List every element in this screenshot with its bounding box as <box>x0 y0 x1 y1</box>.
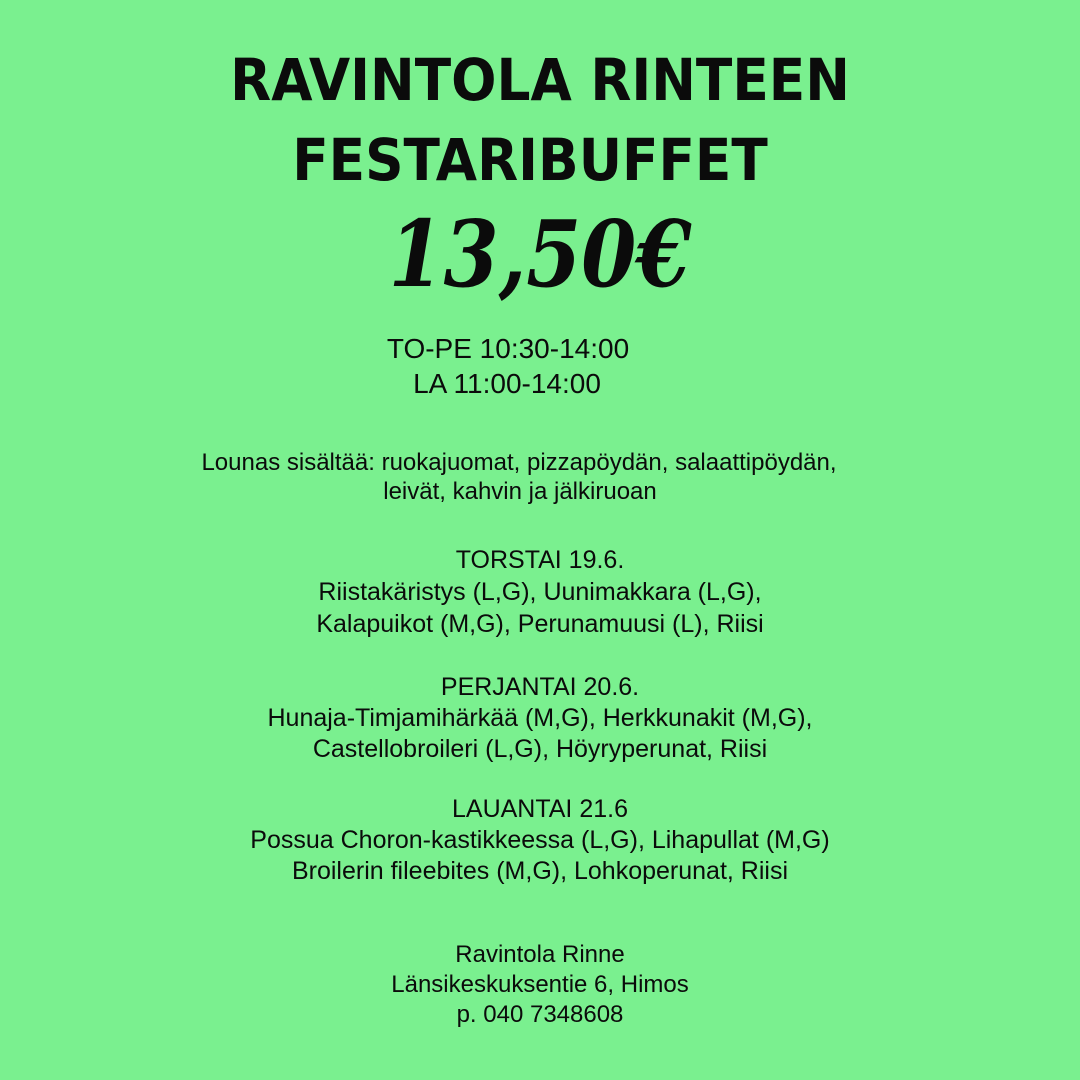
buffet-price: 13,50€ <box>388 200 692 308</box>
menu-day-label: LAUANTAI 21.6 <box>451 795 628 823</box>
hours-saturday: LA 11:00-14:00 <box>413 368 601 399</box>
menu-dishes-line: Riistakäristys (L,G), Uunimakkara (L,G), <box>318 578 762 606</box>
restaurant-title: RAVINTOLA RINTEEN <box>230 46 850 114</box>
menu-dishes-line: Broilerin fileebites (M,G), Lohkoperunat, Riisi <box>291 857 789 885</box>
menu-dishes-line: Kalapuikot (M,G), Perunamuusi (L), Riisi <box>316 610 764 638</box>
menu-day-label: PERJANTAI 20.6. <box>440 673 640 701</box>
menu-day-label: TORSTAI 19.6. <box>455 546 625 574</box>
includes-line-1: Lounas sisältää: ruokajuomat, pizzapöydän, salaattipöydän, <box>201 449 837 476</box>
menu-dishes-line: Castellobroileri (L,G), Höyryperunat, Riisi <box>312 735 768 763</box>
hours-weekdays: TO-PE 10:30-14:00 <box>386 333 630 364</box>
includes-line-2: leivät, kahvin ja jälkiruoan <box>383 478 657 505</box>
footer-address: Länsikeskuksentie 6, Himos <box>391 971 689 998</box>
buffet-title: FESTARIBUFFET <box>292 126 768 194</box>
footer-restaurant-name: Ravintola Rinne <box>455 941 625 968</box>
footer-phone: p. 040 7348608 <box>456 1001 624 1028</box>
menu-dishes-line: Hunaja-Timjamihärkää (M,G), Herkkunakit (M,G), <box>267 704 813 732</box>
menu-dishes-line: Possua Choron-kastikkeessa (L,G), Lihapullat (M,G) <box>250 826 830 854</box>
